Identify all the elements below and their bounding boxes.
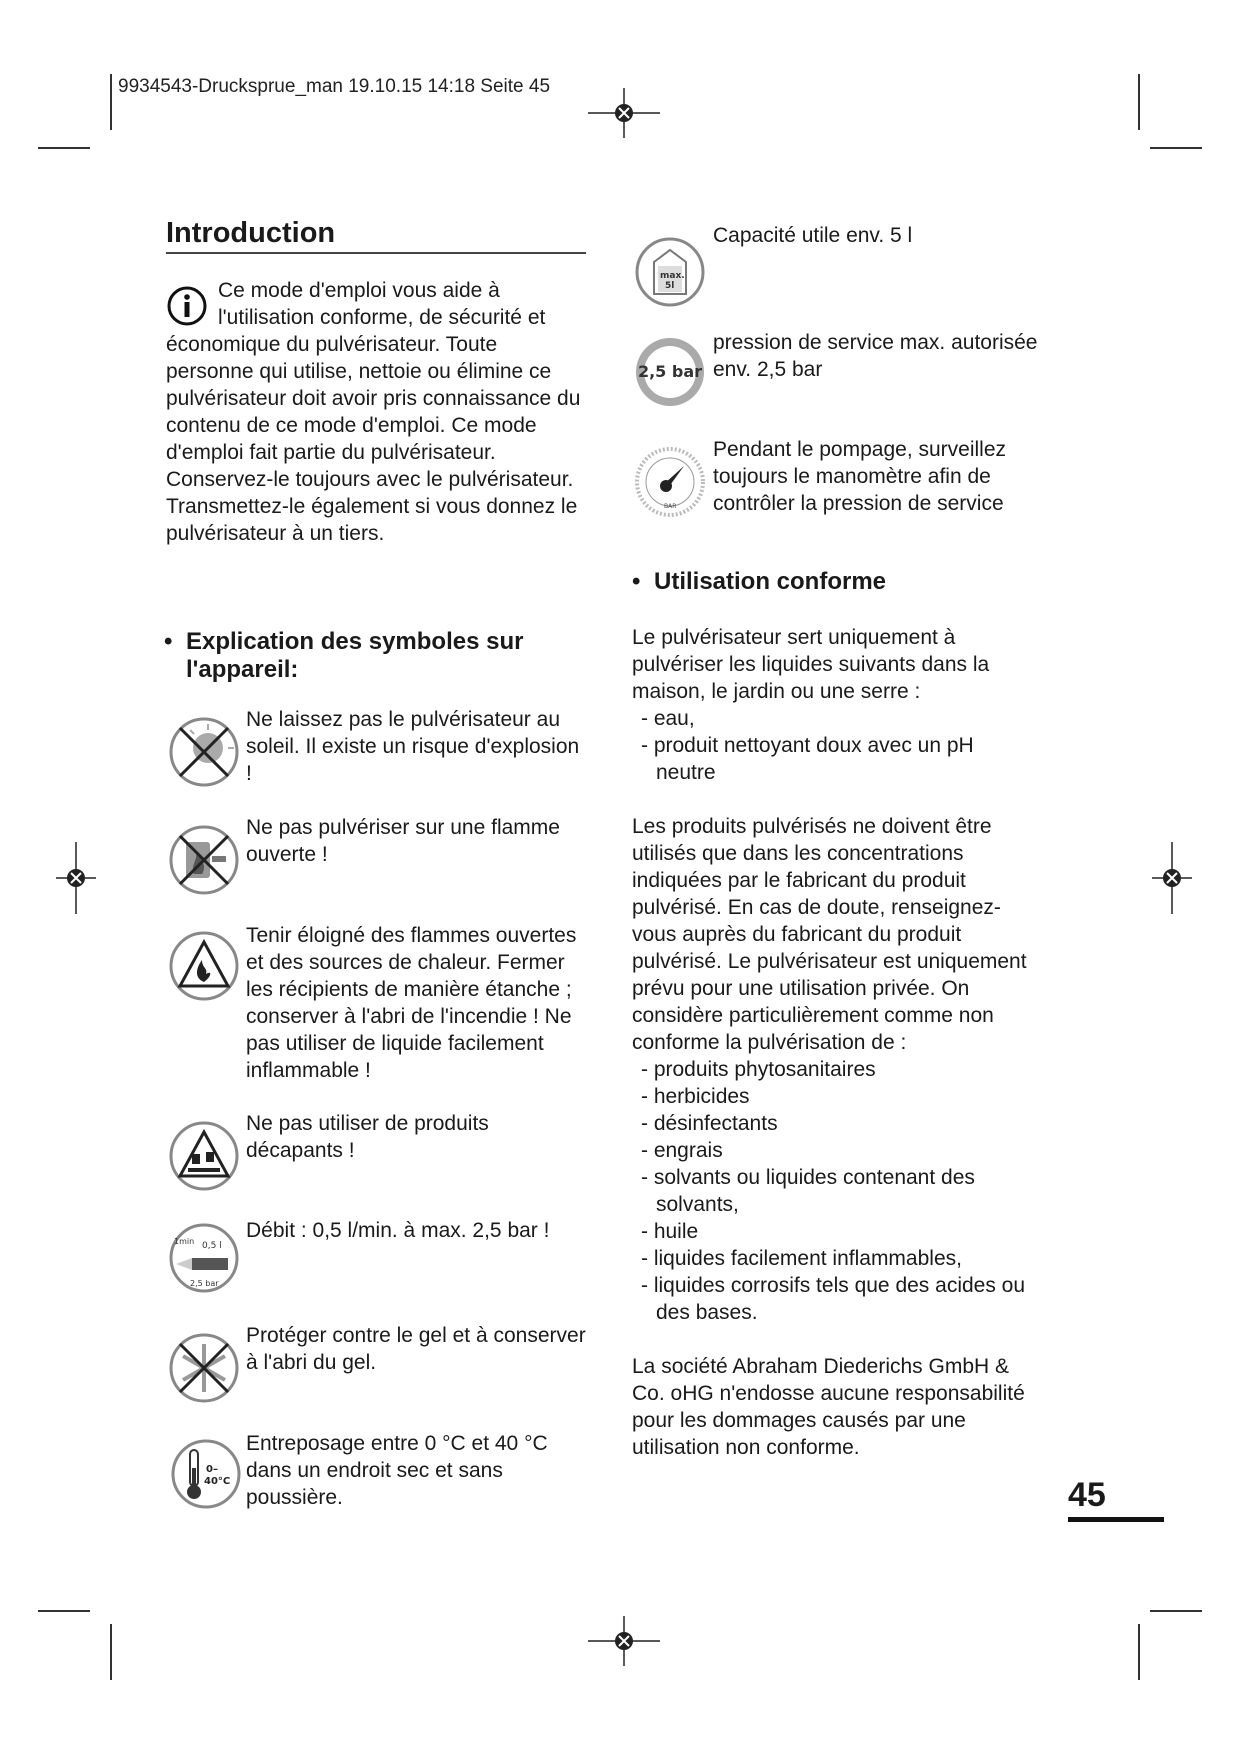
crop-mark [110, 74, 112, 130]
flammable-warning-icon [168, 930, 240, 1002]
flow-rate-pressure-label: 2,5 bar [190, 1279, 219, 1288]
usage-body [632, 624, 1037, 1461]
pressure-icon [634, 336, 706, 408]
manometer-icon [634, 446, 706, 518]
crop-mark [110, 1624, 112, 1680]
allowed-list [632, 705, 1037, 786]
manometer-unit-label: BAR [664, 503, 677, 510]
forbidden-list [632, 1056, 1037, 1326]
symbol-text-corrosive: Ne pas utiliser de produits décapants ! [246, 1112, 489, 1162]
list-item: - engrais [641, 1139, 723, 1162]
manometer-text: Pendant le pompage, surveillez toujours le manomètre afin de contrôler la pression de service [713, 438, 1007, 515]
page-number: 45 [1068, 1476, 1106, 1514]
thermometer-max-label: 40°C [204, 1476, 231, 1487]
symbol-text-frost: Protéger contre le gel et à conserver à l'abri du gel. [246, 1324, 586, 1374]
page-title: Introduction [166, 217, 336, 249]
registration-mark-icon [1152, 842, 1192, 914]
list-item: - désinfectants [641, 1112, 778, 1135]
usage-heading [632, 568, 1052, 596]
symbol-text-flow: Débit : 0,5 l/min. à max. 2,5 bar ! [246, 1219, 550, 1242]
pressure-text [713, 329, 1053, 383]
symbols-heading [164, 628, 584, 684]
registration-mark-icon [588, 1616, 660, 1666]
capacity-value-label: 5l [665, 281, 675, 291]
symbol-text-flammable: Tenir éloigné des flammes ouvertes et des sources de chaleur. Fermer les récipients de manière étanche ; conserver à l'abri de l'incendie ! Ne pas utiliser de liquide facilement inflammable ! [246, 924, 577, 1082]
crop-mark [1138, 1624, 1140, 1680]
capacity-text: Capacité utile env. 5 l [713, 224, 913, 247]
no-frost-icon [168, 1332, 240, 1404]
symbols-heading-text: Explication des symboles sur l'appareil: [186, 628, 524, 683]
pressure-label: 2,5 bar [637, 362, 703, 381]
list-item: - eau, [641, 707, 695, 730]
symbol-text-temperature: Entreposage entre 0 °C et 40 °C dans un endroit sec et sans poussière. [246, 1432, 548, 1509]
no-flame-spray-icon [168, 824, 240, 896]
print-job-header: 9934543-Druckspruе_man 19.10.15 14:18 Seite 45 [118, 76, 551, 97]
flow-rate-icon [168, 1222, 240, 1294]
usage-heading-text: Utilisation conforme [654, 568, 887, 595]
intro-text: Ce mode d'emploi vous aide à l'utilisation conforme, de sécurité et économique du pulvérisateur. Toute personne qui utilise, nettoie ou élimine ce pulvérisateur doit avoir pris connaissance du contenu de ce mode d'emploi. Ce mode d'emploi fait partie du pulvérisateur. Conservez-le toujours avec le pulvérisateur. Transmettez-le également si vous donnez le pulvérisateur à un tiers. [166, 279, 581, 545]
crop-mark [38, 1610, 90, 1612]
registration-mark-icon [56, 842, 96, 914]
crop-mark [1138, 74, 1140, 130]
crop-mark [1150, 147, 1202, 149]
usage-disclaimer: La société Abraham Diederichs GmbH & Co. oHG n'endosse aucune responsabilité pour les dommages causés par une utilisation non conforme. [632, 1355, 1025, 1459]
flow-rate-time-label: 1min [174, 1237, 195, 1246]
usage-paragraph: Les produits pulvérisés ne doivent être utilisés que dans les concentrations indiquées par le fabricant du produit pulvérisé. En cas de doute, renseignez-vous auprès du fabricant du produit pulvérisé. Le pulvérisateur est uniquement prévu pour une utilisation privée. On considère particulièrement comme non conforme la pulvérisation de : [632, 815, 1027, 1054]
list-item: - produit nettoyant doux avec un pH neutre [641, 734, 974, 784]
pressure-text-content: pression de service max. autorisée env. 2,5 bar [713, 331, 1038, 381]
symbol-text-sun: Ne laissez pas le pulvérisateur au soleil. Il existe un risque d'explosion ! [246, 708, 580, 785]
usage-intro: Le pulvérisateur sert uniquement à pulvériser les liquides suivants dans la maison, le jardin ou une serre : [632, 626, 990, 703]
no-sun-icon [168, 716, 240, 788]
corrosive-warning-icon [168, 1120, 240, 1192]
thermometer-icon [170, 1438, 242, 1510]
list-item: - herbicides [641, 1085, 750, 1108]
list-item: - liquides facilement inflammables, [641, 1247, 962, 1270]
list-item: - huile [641, 1220, 699, 1243]
bullet: • [632, 568, 641, 595]
list-item: - produits phytosanitaires [641, 1058, 876, 1081]
title-underline [166, 252, 586, 254]
flow-rate-volume-label: 0,5 l [202, 1241, 222, 1251]
capacity-max-label: max. [660, 271, 685, 281]
thermometer-min-label: 0– [206, 1464, 218, 1475]
capacity-icon [634, 236, 706, 308]
crop-mark [1150, 1610, 1202, 1612]
registration-mark-icon [588, 88, 660, 138]
bullet: • [164, 628, 173, 655]
symbol-text-flame: Ne pas pulvériser sur une flamme ouverte ! [246, 816, 560, 866]
page-number-rule [1068, 1517, 1164, 1522]
crop-mark [38, 147, 90, 149]
list-item: - liquides corrosifs tels que des acides ou des bases. [641, 1274, 1026, 1324]
intro-paragraph [166, 277, 586, 547]
list-item: - solvants ou liquides contenant des solvants, [641, 1166, 975, 1216]
